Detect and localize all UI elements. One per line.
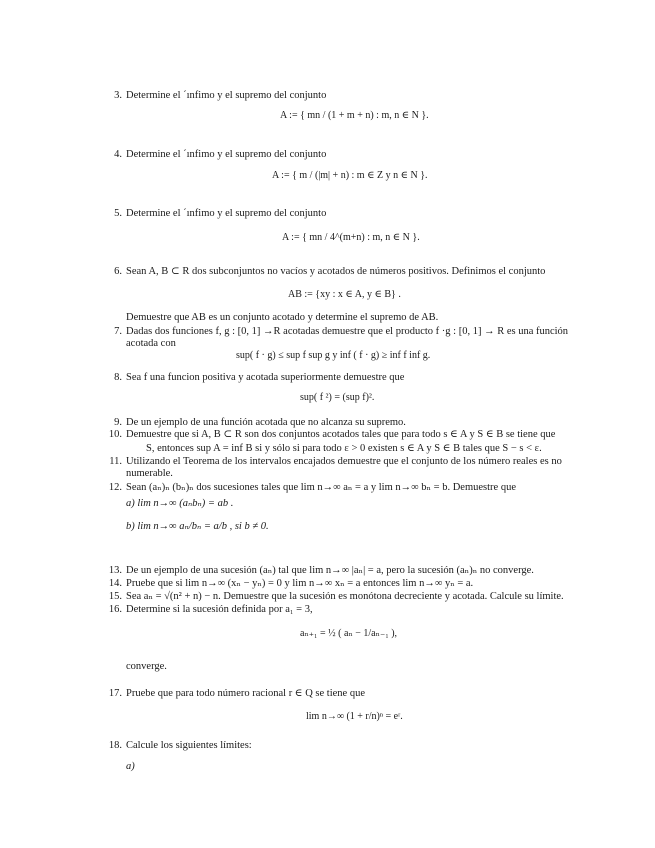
problem-11-number: 11. xyxy=(109,456,122,467)
problem-18-part-a: a) xyxy=(126,761,135,772)
problem-12-text: Sean (aₙ)ₙ (bₙ)ₙ dos sucesiones tales que lim n→∞ aₙ = a y lim n→∞ bₙ = b. Demuestre que xyxy=(126,482,516,493)
problem-6-continuation: Demuestre que AB es un conjunto acotado y determine el supremo de AB. xyxy=(126,312,439,323)
problem-6-text: Sean A, B ⊂ R dos subconjuntos no vacíos y acotados de números positivos. Definimos el conjunto xyxy=(126,266,546,277)
problem-3-number: 3. xyxy=(114,90,122,101)
problem-8-number: 8. xyxy=(114,372,122,383)
equation-16: aₙ₊₁ = ½ ( aₙ − 1/aₙ₋₁ ), xyxy=(300,628,398,639)
problem-17-number: 17. xyxy=(108,688,122,699)
problem-15-number: 15. xyxy=(108,591,122,602)
equation-3: A := { mn / (1 + m + n) : m, n ∈ N }. xyxy=(280,110,429,121)
equation-8: sup( f ²) = (sup f)². xyxy=(300,392,375,403)
problem-7-continuation: acotada con xyxy=(126,338,176,349)
equation-5: A := { mn / 4^(m+n) : m, n ∈ N }. xyxy=(282,232,420,243)
problem-11-continuation: numerable. xyxy=(126,468,173,479)
problem-7-number: 7. xyxy=(114,326,122,337)
problem-10-continuation: S, entonces sup A = inf B si y sólo si para todo ε > 0 existen s ∈ A y S ∈ B tales que S − s < ε. xyxy=(146,443,542,454)
problem-10-number: 10. xyxy=(108,429,122,440)
problem-14-text: Pruebe que si lim n→∞ (xₙ − yₙ) = 0 y lim n→∞ xₙ = a entonces lim n→∞ yₙ = a. xyxy=(126,578,474,589)
problem-17-text: Pruebe que para todo número racional r ∈ Q se tiene que xyxy=(126,688,365,699)
problem-16-number: 16. xyxy=(108,604,122,615)
problem-16-text: Determine si la sucesión definida por a₁ = 3, xyxy=(126,604,313,615)
problem-9-number: 9. xyxy=(114,417,122,428)
problem-5-text: Determine el ´ınfimo y el supremo del conjunto xyxy=(126,208,327,219)
problem-13-text: De un ejemplo de una sucesión (aₙ) tal que lim n→∞ |aₙ| = a, pero la sucesión (aₙ)ₙ no converge. xyxy=(126,565,534,576)
problem-3-text: Determine el ´ınfimo y el supremo del conjunto xyxy=(126,90,327,101)
problem-18-number: 18. xyxy=(108,740,122,751)
equation-7: sup( f · g) ≤ sup f sup g y inf ( f · g) ≥ inf f inf g. xyxy=(236,350,431,361)
problem-13-number: 13. xyxy=(108,565,122,576)
problem-4-text: Determine el ´ınfimo y el supremo del conjunto xyxy=(126,149,327,160)
problem-12-part-a: a) lim n→∞ (aₙbₙ) = ab . xyxy=(126,498,234,509)
problem-6-number: 6. xyxy=(114,266,122,277)
problem-12-part-b: b) lim n→∞ aₙ/bₙ = a/b , si b ≠ 0. xyxy=(126,521,269,532)
problem-10-text: Demuestre que si A, B ⊂ R son dos conjuntos acotados tales que para todo s ∈ A y S ∈ B se tiene que xyxy=(126,429,556,440)
problem-16-continuation: converge. xyxy=(126,661,167,672)
problem-12-number: 12. xyxy=(108,482,122,493)
equation-4: A := { m / (|m| + n) : m ∈ Z y n ∈ N }. xyxy=(272,170,428,181)
problem-8-text: Sea f una funcion positiva y acotada superiormente demuestre que xyxy=(126,372,405,383)
problem-18-text: Calcule los siguientes límites: xyxy=(126,740,252,751)
equation-6: AB := {xy : x ∈ A, y ∈ B} . xyxy=(288,289,401,300)
problem-9-text: De un ejemplo de una función acotada que no alcanza su supremo. xyxy=(126,417,406,428)
equation-17: lim n→∞ (1 + r/n)ⁿ = eʳ. xyxy=(306,711,403,722)
problem-14-number: 14. xyxy=(108,578,122,589)
problem-7-text: Dadas dos funciones f, g : [0, 1] →R acotadas demuestre que el producto f ·g : [0, 1] → R es una función xyxy=(126,326,569,337)
problem-11-text: Utilizando el Teorema de los intervalos encajados demuestre que el conjunto de los número reales es no xyxy=(126,456,562,467)
problem-5-number: 5. xyxy=(114,208,122,219)
problem-4-number: 4. xyxy=(114,149,122,160)
problem-15-text: Sea aₙ = √(n² + n) − n. Demuestre que la sucesión es monótona decreciente y acotada. Calcule su límite. xyxy=(126,591,564,602)
